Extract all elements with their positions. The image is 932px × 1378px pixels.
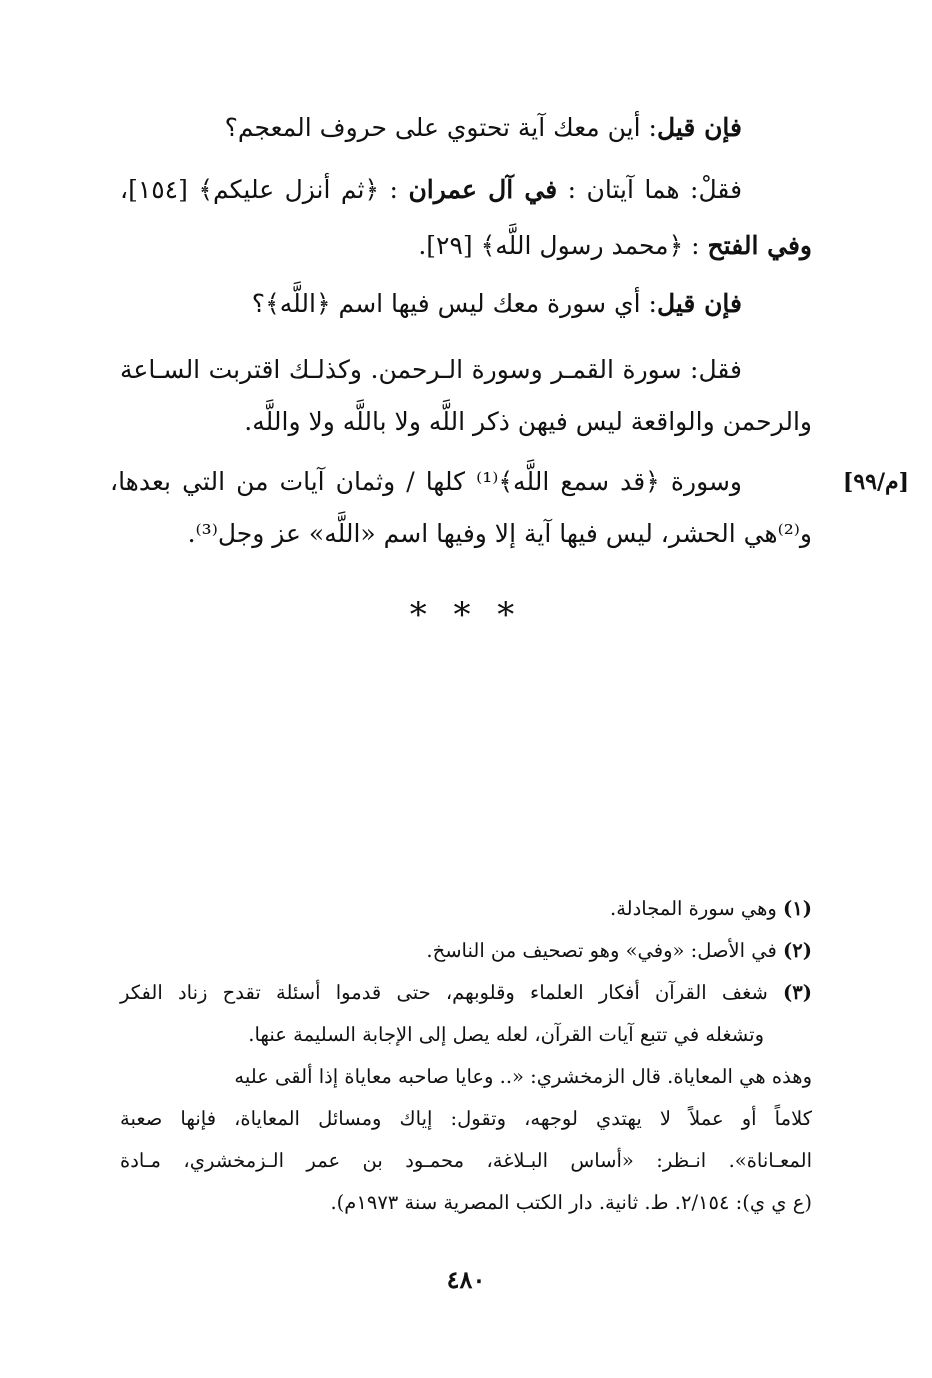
footnote-2 [120, 930, 812, 972]
footnote-1 [120, 888, 812, 930]
footnote-number: (٣) [783, 981, 812, 1004]
paragraph-question-1 [120, 108, 812, 148]
text-line [120, 284, 742, 324]
surah-name: وفي الفتح [707, 231, 812, 260]
lead-word: فإن قيل [656, 113, 742, 142]
footnote-text: في الأصل: «وفي» وهو تصحيف من الناسخ. [426, 939, 777, 962]
footnote-text: كلاماً أو عملاً لا يهتدي لوجهه، وتقول: إياك ومسائل المعاياة، فإنها صعبة [120, 1107, 812, 1130]
text-line: و⁽²⁾هي الحشر، ليس فيها آية إلا وفيها اسم «اللَّه» عز وجل⁽³⁾. [187, 519, 812, 548]
text-line [120, 170, 742, 210]
section-separator: * * * [409, 595, 523, 635]
footnotes [120, 888, 812, 1248]
footnote-3 [120, 972, 812, 1014]
question-text: : أين معك آية تحتوي على حروف المعجم؟ [224, 113, 657, 142]
lead-word: فقلْ [698, 175, 743, 204]
paragraph-question-2 [120, 284, 812, 324]
text-line: فقل: سورة القمـر وسورة الـرحمن. وكذلـك اقتربت السـاعة [120, 355, 742, 384]
footnote-text: وهي سورة المجادلة. [610, 897, 777, 920]
surah-name: في آل عمران [408, 175, 558, 204]
footnote-text: شغف القرآن أفكار العلماء وقلوبهم، حتى قدموا أسئلة تقدح زناد الفكر [120, 981, 768, 1004]
quran-citation: : ﴿ثم أنزل عليكم﴾ [١٥٤]، [120, 175, 409, 204]
paragraph-answer-2 [120, 350, 812, 450]
text-line: والرحمن والواقعة ليس فيهن ذكر اللَّه ولا باللَّه ولا واللَّه. [244, 407, 812, 436]
manuscript-page-marker: [م/٩٩] [842, 469, 910, 495]
question-text: : أي سورة معك ليس فيها اسم ﴿اللَّه﴾؟ [251, 289, 657, 318]
text-line [120, 108, 742, 148]
footnote-text: المعـاناة». انـظر: «أساس البـلاغة، محمـود بن عمر الـزمخشري، مـادة [120, 1149, 812, 1172]
paragraph-answer-1 [120, 170, 812, 270]
footnote-text: (ع ي ي): ٢/١٥٤. ط. ثانية. دار الكتب المصرية سنة ١٩٧٣م). [330, 1191, 812, 1214]
text-line: وسورة ﴿قد سمع اللَّه﴾⁽¹⁾ كلها / وثمان آيات من التي بعدها، [110, 467, 743, 496]
paragraph-answer-3 [110, 462, 812, 562]
quran-citation: : ﴿محمد رسول اللَّه﴾ [٢٩]. [418, 231, 708, 260]
text-span: : هما آيتان : [557, 175, 699, 204]
page-number: ٤٨٠ [446, 1265, 486, 1294]
footnote-number: (١) [783, 897, 812, 920]
text-line [120, 226, 812, 266]
footnote-text: وهذه هي المعاياة. قال الزمخشري: «.. وعايا صاحبه معاياة إذا ألقى عليه [234, 1065, 812, 1088]
lead-word: فإن قيل [656, 289, 742, 318]
footnote-number: (٢) [783, 939, 812, 962]
footnote-text: وتشغله في تتبع آيات القرآن، لعله يصل إلى الإجابة السليمة عنها. [248, 1023, 764, 1046]
